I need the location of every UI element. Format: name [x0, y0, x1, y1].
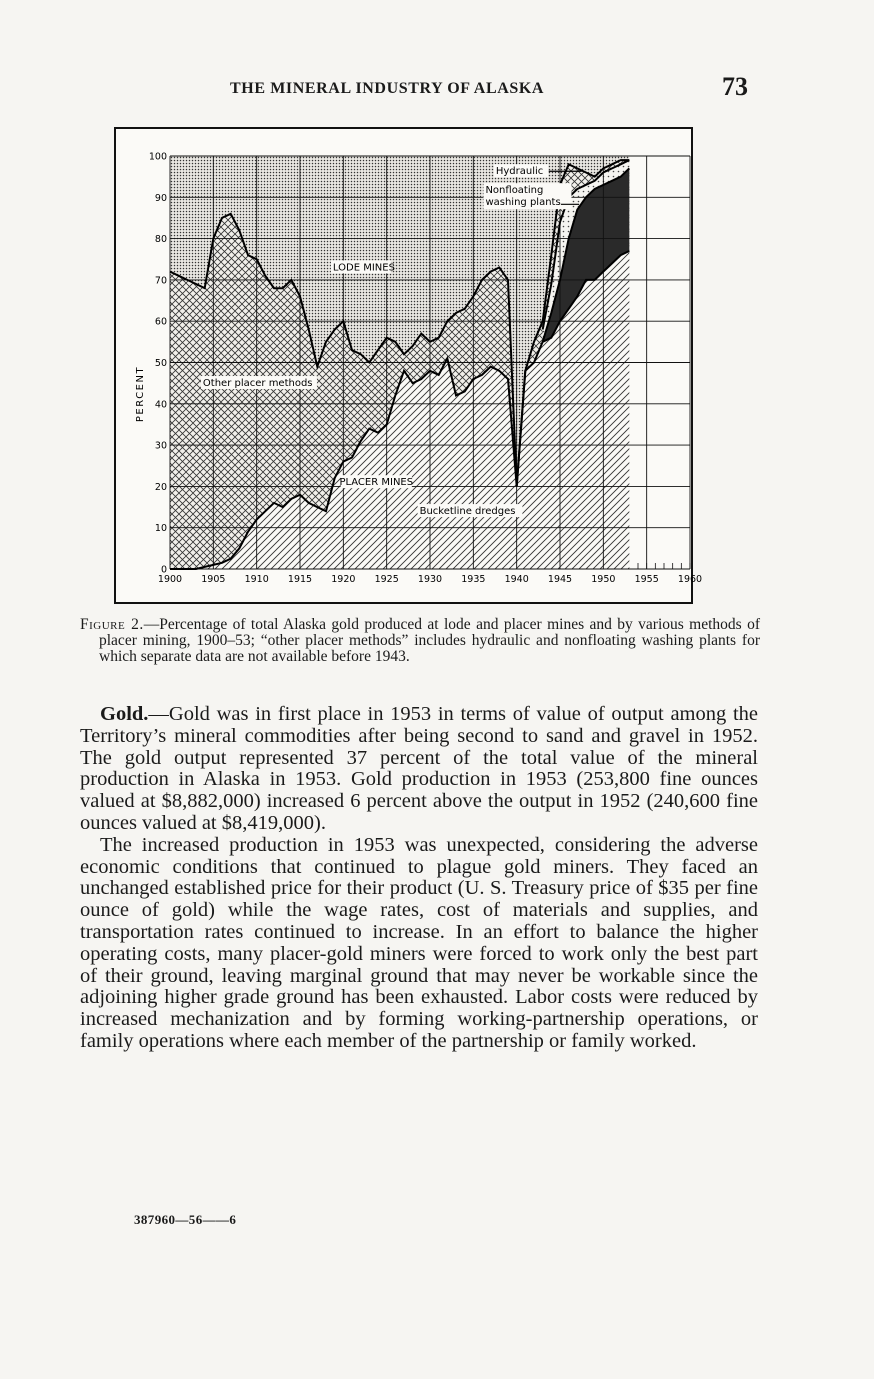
other-placer-methods-label: [201, 376, 317, 389]
y-tick-label: 30: [154, 440, 167, 452]
run-in-heading: Gold.: [100, 703, 149, 725]
paragraph-gold: [80, 704, 758, 835]
y-tick-label: 60: [154, 316, 167, 328]
bucketline-dredges-label: [418, 504, 523, 517]
y-tick-label: 50: [154, 358, 167, 369]
x-tick-label: 1955: [634, 574, 659, 585]
y-axis-label: PERCENT: [135, 365, 146, 423]
y-tick-label: 40: [154, 399, 167, 411]
x-tick-label: 1915: [287, 574, 313, 585]
y-tick-label: 90: [154, 192, 167, 204]
x-tick-label: 1900: [157, 574, 183, 585]
paragraph-1-text: —Gold was in first place in 1953 in terms of value of output among the Territory’s mineral commodities after being second to sand and gravel in 1952. The gold output represented 37 percent of the total value of the mineral production in Alaska in 1953. Gold production in 1953 (253,800 fine ounces valued at $8,882,000) increased 6 percent above the output in 1952 (240,600 fine ounces valued at $8,419,000).: [80, 703, 758, 834]
nonfloating-label-line2: washing plants: [485, 197, 561, 209]
body-text: [80, 704, 758, 1053]
lode-mines-label-text: LODE MINES: [332, 262, 395, 274]
print-code: 387960—56——6: [134, 1212, 237, 1227]
x-tick-label: 1940: [504, 574, 529, 585]
x-tick-label: 1930: [417, 574, 443, 585]
x-tick-label: 1960: [677, 574, 703, 585]
x-tick-label: 1905: [201, 574, 226, 585]
y-tick-label: 100: [148, 151, 167, 163]
x-tick-label: 1910: [244, 574, 269, 585]
bucketline-dredges-label-text: Bucketline dredges: [419, 506, 516, 518]
x-tick-label: 1925: [374, 574, 399, 585]
hydraulic-label: [494, 164, 548, 177]
placer-mines-label-text: PLACER MINES: [339, 477, 414, 489]
y-tick-label: 70: [154, 275, 167, 287]
caption-text: —Percentage of total Alaska gold produced at lode and placer mines and by various methods of placer mining, 1900–53; “other placer methods” includes hydraulic and nonfloating washing plants for which separate data are not available before 1943.: [99, 616, 760, 665]
page-number: 73: [722, 72, 748, 101]
y-tick-label: 80: [154, 234, 167, 246]
x-tick-label: 1920: [331, 574, 356, 585]
paragraph-2: The increased production in 1953 was unexpected, considering the adverse economic conditions that continued to plague gold miners. They faced an unchanged established price for their product (U. S. Treasury price of $35 per fine ounce of gold) while the wage rates, cost of materials and supplies, and transportation rates continued to increase. In an effort to balance the higher operating costs, many placer-gold miners were forced to work only the best part of their ground, leaving marginal ground that may never be workable since the adjoining higher grade ground has been exhausted. Labor costs were reduced by increased mechanization and by forming working-partnership operations, or family operations where each member of the partnership or family worked.: [80, 833, 758, 1052]
x-tick-label: 1935: [461, 574, 486, 585]
other-placer-methods-label-text: Other placer methods: [202, 378, 313, 390]
placer-mines-label: [339, 475, 413, 488]
y-tick-label: 10: [154, 523, 167, 535]
figure-2-chart: [114, 127, 703, 604]
running-title: THE MINERAL INDUSTRY OF ALASKA: [230, 80, 545, 97]
gold-production-area-chart: [116, 129, 703, 602]
x-tick-label: 1950: [591, 574, 616, 585]
lode-mines-label: [331, 260, 395, 273]
nonfloating-label-line1: Nonfloating: [485, 185, 544, 197]
y-tick-label: 0: [160, 564, 167, 576]
figure-caption: [80, 617, 760, 665]
nonfloating-label: [483, 183, 571, 209]
hydraulic-label-text: Hydraulic: [495, 166, 544, 178]
y-tick-label: 20: [154, 481, 167, 493]
x-tick-label: 1945: [547, 574, 573, 585]
figure-label: Figure 2.: [80, 616, 144, 633]
